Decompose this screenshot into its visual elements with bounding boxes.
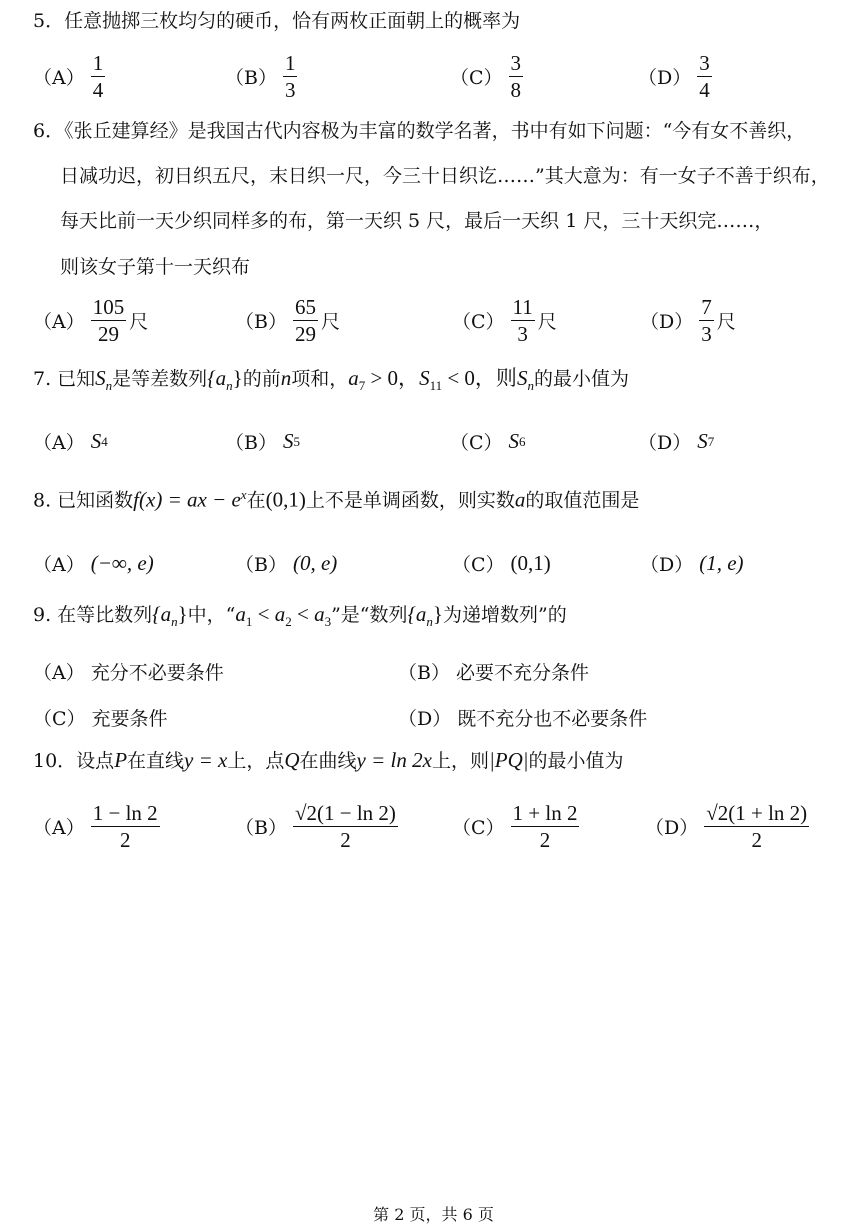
fraction: $\frac{65}{29}$	[294, 295, 316, 347]
q5-option-d	[638, 52, 712, 101]
option-label: （C）	[450, 67, 503, 90]
fraction: $\frac{1}{4}$	[92, 51, 104, 103]
q6-line-3: 每天比前一天少织同样多的布，第一天织 5 尺，最后一天织 1 尺，三十天织完……，	[60, 210, 774, 232]
q10-stem: 10．设点P在直线y = x上，点Q在曲线y = ln 2x上，则|PQ|的最小值为	[33, 748, 624, 772]
q7-option-c: （C） S 6	[450, 429, 526, 454]
option-label: （C）	[450, 432, 503, 454]
option-label: （C）	[452, 311, 505, 334]
option-label: （A）	[33, 554, 85, 576]
q6-option-d	[640, 296, 736, 345]
unit-label: 尺	[716, 311, 736, 334]
q10-option-d	[645, 802, 809, 851]
fraction: $\frac{1 - \ln 2}{2}$	[92, 801, 158, 853]
option-label: （A）	[33, 817, 85, 840]
q6-option-b	[235, 296, 340, 345]
q8-option-b: （B） (0, e)	[235, 551, 338, 576]
fraction: $\frac{3}{4}$	[699, 51, 710, 103]
option-label: （A）	[33, 662, 85, 684]
q8-stem: 8. 已知函数f(x) = ax − $e^x$在(0,1)上不是单调函数，则实数a的取值范围是	[33, 487, 640, 512]
q9-stem: 9. 在等比数列$\{a_n\}$中，“$a_1 < a_2 < a_3$”是“数列$\{a_n\}$为递增数列”的	[33, 602, 567, 629]
q6-line-1: 6．《张丘建算经》是我国古代内容极为丰富的数学名著，书中有如下问题：“今有女不善织，	[33, 120, 806, 142]
option-label: （D）	[640, 554, 694, 576]
option-label: （C）	[33, 708, 86, 730]
option-label: （D）	[645, 817, 699, 840]
fraction: $\frac{√2(1 + \ln 2)}{2}$	[706, 801, 808, 853]
option-label: （B）	[235, 817, 287, 840]
q6-line-2: 日减功迟，初日织五尺，末日织一尺，今三十日织讫……”其大意为：有一女子不善于织布，	[60, 165, 830, 187]
option-label: （B）	[235, 311, 287, 334]
q6-line-4: 则该女子第十一天织布	[60, 256, 251, 278]
option-label: （A）	[33, 311, 85, 334]
option-label: （B）	[235, 554, 287, 576]
option-label: （A）	[33, 67, 85, 90]
option-label: （D）	[638, 432, 692, 454]
option-label: （C）	[452, 817, 505, 840]
q5-option-b	[225, 52, 297, 101]
option-label: （B）	[398, 662, 450, 684]
q9-option-d: （D） 既不充分也不必要条件	[398, 704, 647, 731]
q8-option-d: （D） (1, e)	[640, 551, 744, 576]
option-label: （B）	[225, 432, 277, 454]
fraction: $\frac{√2(1 - \ln 2)}{2}$	[294, 801, 396, 853]
fraction: $\frac{3}{8}$	[510, 51, 522, 103]
q5-option-c	[450, 52, 523, 101]
q5-stem: 5．任意抛掷三枚均匀的硬币，恰有两枚正面朝上的概率为	[33, 10, 521, 32]
option-label: （D）	[398, 708, 452, 730]
q8-option-a: （A） (−∞, e)	[33, 551, 154, 576]
q5-option-a	[33, 52, 105, 101]
q9-option-b: （B） 必要不充分条件	[398, 658, 589, 685]
fraction: $\frac{7}{3}$	[701, 295, 712, 347]
q10-option-c	[452, 802, 579, 851]
option-label: （A）	[33, 432, 85, 454]
page-footer: 第 2 页，共 6 页	[373, 1205, 494, 1224]
q9-option-a: （A） 充分不必要条件	[33, 658, 224, 685]
unit-label: 尺	[129, 311, 149, 334]
q10-option-a	[33, 802, 160, 851]
fraction: $\frac{1 + \ln 2}{2}$	[512, 801, 578, 853]
q7-option-d: （D） S 7	[638, 429, 715, 454]
unit-label: 尺	[320, 311, 340, 334]
option-label: （D）	[640, 311, 694, 334]
fraction: $\frac{105}{29}$	[92, 295, 125, 347]
q6-option-a	[33, 296, 148, 345]
option-label: （C）	[452, 554, 505, 576]
q7-option-a: （A） S 4	[33, 429, 108, 454]
q9-option-c: （C） 充要条件	[33, 704, 168, 731]
option-label: （B）	[225, 67, 277, 90]
q6-option-c	[452, 296, 557, 345]
fraction: $\frac{1}{3}$	[284, 51, 296, 103]
unit-label: 尺	[537, 311, 557, 334]
q10-option-b	[235, 802, 398, 851]
option-label: （D）	[638, 67, 692, 90]
q7-stem: 7. 已知$S_n$是等差数列$\{a_n\}$的前n项和，$a_7 > 0$，$S_{11} < 0$，则$S_n$的最小值为	[33, 366, 629, 393]
q8-option-c: （C） (0,1)	[452, 551, 551, 576]
fraction: $\frac{11}{3}$	[512, 295, 533, 347]
q7-option-b: （B） S 5	[225, 429, 300, 454]
